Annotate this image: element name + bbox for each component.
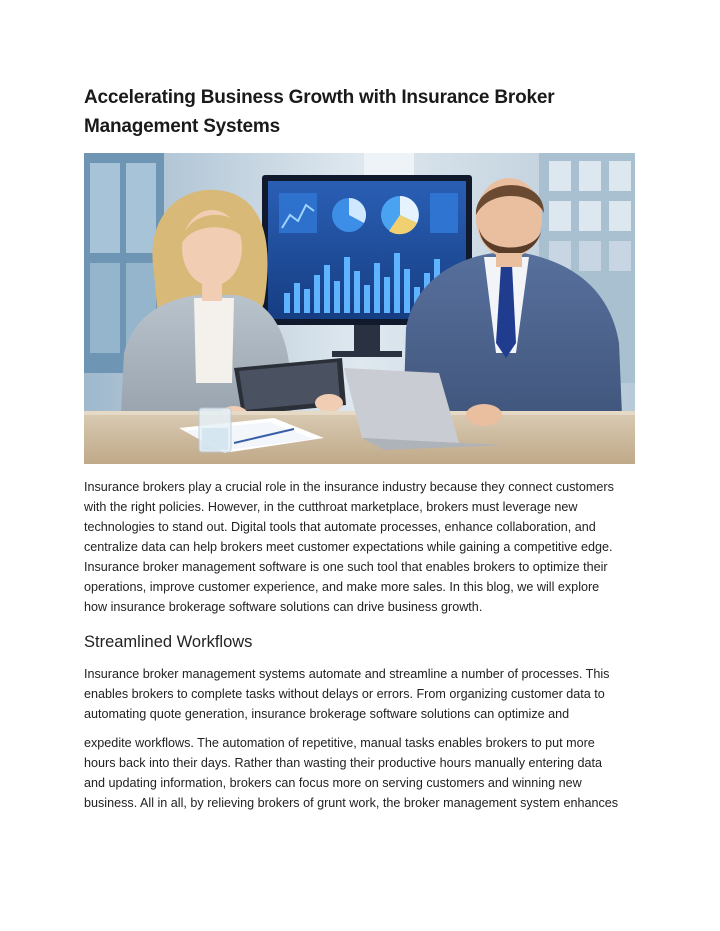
- section-heading: Streamlined Workflows: [84, 633, 253, 651]
- hero-image: [84, 153, 635, 464]
- section-paragraph-continued: expedite workflows. The automation of repetitive, manual tasks enables brokers to put more hours back into their days. Rather than wasting their productive hours manually entering data and updating information, brokers can focus more on serving customers and winning new business. All in all, by relieving brokers of grunt work, the broker management system enhances: [84, 736, 619, 810]
- section-paragraph: Insurance broker management systems automate and streamline a number of processes. This enables brokers to complete tasks without delays or errors. From organizing customer data to automating quote generation, insurance brokerage software solutions can optimize and: [84, 667, 610, 721]
- page-title: Accelerating Business Growth with Insurance Broker Management Systems: [84, 87, 555, 137]
- intro-paragraph: Insurance brokers play a crucial role in the insurance industry because they connect customers with the right policies. However, in the cutthroat marketplace, brokers must leverage new technologies to stand out. Digital tools that automate processes, enhance collaboration, and centralize data can help brokers meet customer expectations while gaining a competitive edge. Insurance broker management software is one such tool that enables brokers to optimize their operations, improve customer experience, and make more sales. In this blog, we will explore how insurance brokerage software solutions can drive business growth.: [84, 480, 614, 614]
- business-meeting-photo-icon: [84, 153, 635, 464]
